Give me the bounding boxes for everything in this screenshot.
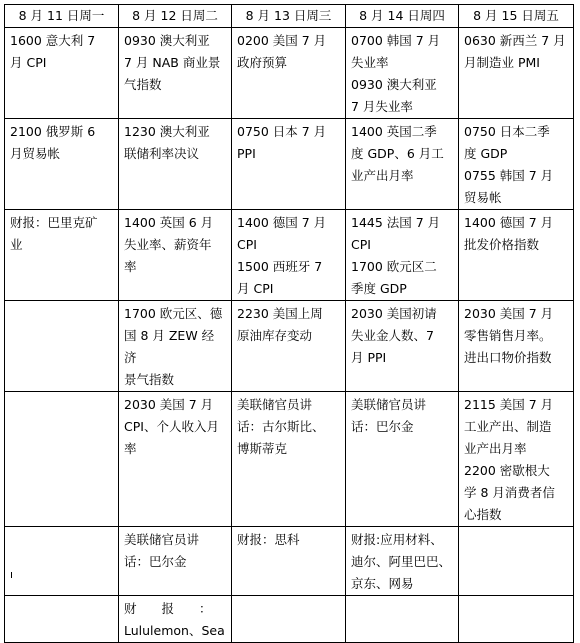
event-text: PPI — [237, 146, 256, 161]
table-row — [5, 527, 574, 596]
event-text: 财 报 ： — [124, 601, 212, 616]
table-row — [5, 596, 574, 643]
calendar-cell — [5, 28, 119, 119]
header-day-3: 8 月 13 日周三 — [232, 5, 346, 28]
header-day-1: 8 月 11 日周一 — [5, 5, 119, 28]
event-text: 率 — [124, 259, 137, 274]
event-text: 财报：巴里克矿 — [10, 215, 98, 230]
event-text: 1400 德国 7 月 — [237, 215, 327, 230]
event-text: 气指数 — [124, 77, 162, 92]
calendar-cell — [346, 28, 459, 119]
event-text: 月 CPI — [237, 281, 274, 296]
event-text: 0700 韩国 7 月 — [351, 33, 441, 48]
event-text: 业 — [10, 237, 23, 252]
event-text: 失业率 — [351, 55, 389, 70]
calendar-cell — [232, 596, 346, 643]
event-text: 学 8 月消费者信 — [464, 485, 555, 500]
event-text: 国 8 月 ZEW 经济 — [124, 328, 215, 365]
event-text: 美联储官员讲 — [124, 532, 200, 547]
calendar-cell — [232, 392, 346, 527]
event-text: 0755 韩国 7 月 — [464, 168, 554, 183]
event-text: 业产出月率 — [351, 168, 414, 183]
calendar-cell — [119, 28, 232, 119]
event-text: 2100 俄罗斯 6 — [10, 124, 96, 139]
calendar-cell — [119, 119, 232, 210]
calendar-cell — [346, 301, 459, 392]
event-text: 度 GDP、6 月工 — [351, 146, 444, 161]
calendar-cell — [232, 301, 346, 392]
calendar-cell — [346, 119, 459, 210]
event-text: 季度 GDP — [351, 281, 407, 296]
event-text: 话：古尔斯比、 — [237, 419, 325, 434]
table-row — [5, 28, 574, 119]
event-text: 博斯蒂克 — [237, 441, 288, 456]
calendar-cell — [459, 28, 574, 119]
event-text: 进出口物价指数 — [464, 350, 552, 365]
calendar-cell — [5, 527, 119, 596]
calendar-cell — [119, 527, 232, 596]
event-text: 1445 法国 7 月 — [351, 215, 441, 230]
calendar-cell — [119, 210, 232, 301]
header-day-4: 8 月 14 日周四 — [346, 5, 459, 28]
calendar-cell — [5, 210, 119, 301]
event-text: 0750 日本二季 — [464, 124, 550, 139]
event-text: 财报:应用材料、 — [351, 532, 443, 547]
event-text: 2115 美国 7 月 — [464, 397, 554, 412]
event-text: 度 GDP — [464, 146, 508, 161]
calendar-cell — [346, 392, 459, 527]
calendar-cell — [119, 392, 232, 527]
event-text: 7 月 NAB 商业景 — [124, 55, 221, 70]
calendar-cell — [5, 301, 119, 392]
calendar-cell — [459, 596, 574, 643]
event-text: 联储利率决议 — [124, 146, 200, 161]
event-text: 率 — [124, 441, 137, 456]
event-text: 0200 美国 7 月 — [237, 33, 327, 48]
table-row — [5, 301, 574, 392]
page-edge-mark — [11, 572, 12, 578]
event-text: 迪尔、阿里巴巴、 — [351, 554, 452, 569]
calendar-cell — [346, 210, 459, 301]
event-text: Lululemon、Sea — [124, 623, 225, 638]
event-text: 1500 西班牙 7 — [237, 259, 323, 274]
event-text: 1600 意大利 7 — [10, 33, 96, 48]
event-text: 工业产出、制造 — [464, 419, 552, 434]
event-text: 1230 澳大利亚 — [124, 124, 210, 139]
event-text: 7 月失业率 — [351, 99, 413, 114]
event-text: 话：巴尔金 — [124, 554, 187, 569]
event-text: 2030 美国 7 月 — [124, 397, 214, 412]
calendar-cell — [5, 596, 119, 643]
calendar-cell — [119, 301, 232, 392]
event-text: 月 CPI — [10, 55, 47, 70]
calendar-cell — [346, 596, 459, 643]
event-text: 月制造业 PMI — [464, 55, 540, 70]
event-text: 财报：思科 — [237, 532, 300, 547]
table-row — [5, 392, 574, 527]
event-text: 2200 密歇根大 — [464, 463, 550, 478]
calendar-cell — [5, 119, 119, 210]
table-row — [5, 210, 574, 301]
event-text: 政府预算 — [237, 55, 288, 70]
header-day-2: 8 月 12 日周二 — [119, 5, 232, 28]
event-text: 原油库存变动 — [237, 328, 313, 343]
calendar-cell — [346, 527, 459, 596]
event-text: 2230 美国上周 — [237, 306, 323, 321]
event-text: 0930 澳大利亚 — [351, 77, 437, 92]
calendar-cell — [459, 210, 574, 301]
event-text: 贸易帐 — [464, 190, 502, 205]
event-text: 失业金人数、7 — [351, 328, 434, 343]
event-text: CPI — [237, 237, 257, 252]
event-text: 月贸易帐 — [10, 146, 61, 161]
event-text: 心指数 — [464, 507, 502, 522]
event-text: 1700 欧元区、德 — [124, 306, 223, 321]
event-text: 1700 欧元区二 — [351, 259, 437, 274]
event-text: 2030 美国 7 月 — [464, 306, 554, 321]
event-text: 1400 英国二季 — [351, 124, 437, 139]
event-text: 0750 日本 7 月 — [237, 124, 327, 139]
event-text: CPI、个人收入月 — [124, 419, 219, 434]
header-day-5: 8 月 15 日周五 — [459, 5, 574, 28]
calendar-cell — [232, 527, 346, 596]
event-text: 美联储官员讲 — [351, 397, 427, 412]
event-text: 2030 美国初请 — [351, 306, 437, 321]
event-text: 失业率、薪资年 — [124, 237, 212, 252]
event-text: 业产出月率 — [464, 441, 527, 456]
event-text: 1400 英国 6 月 — [124, 215, 214, 230]
event-text: 月 PPI — [351, 350, 387, 365]
calendar-cell — [459, 392, 574, 527]
calendar-cell — [119, 596, 232, 643]
calendar-cell — [232, 28, 346, 119]
event-text: 1400 德国 7 月 — [464, 215, 554, 230]
event-text: 美联储官员讲 — [237, 397, 313, 412]
event-text: 话：巴尔金 — [351, 419, 414, 434]
calendar-cell — [232, 119, 346, 210]
calendar-cell — [5, 392, 119, 527]
event-text: 0630 新西兰 7 月 — [464, 33, 566, 48]
calendar-cell — [459, 119, 574, 210]
event-text: CPI — [351, 237, 371, 252]
event-text: 批发价格指数 — [464, 237, 540, 252]
event-text: 0930 澳大利亚 — [124, 33, 210, 48]
calendar-cell — [459, 301, 574, 392]
event-text: 零售销售月率。 — [464, 328, 552, 343]
calendar-cell — [459, 527, 574, 596]
calendar-cell — [232, 210, 346, 301]
event-text: 景气指数 — [124, 372, 175, 387]
table-row — [5, 119, 574, 210]
event-text: 京东、网易 — [351, 576, 414, 591]
header-row — [5, 5, 574, 28]
economic-calendar-table — [4, 4, 574, 643]
